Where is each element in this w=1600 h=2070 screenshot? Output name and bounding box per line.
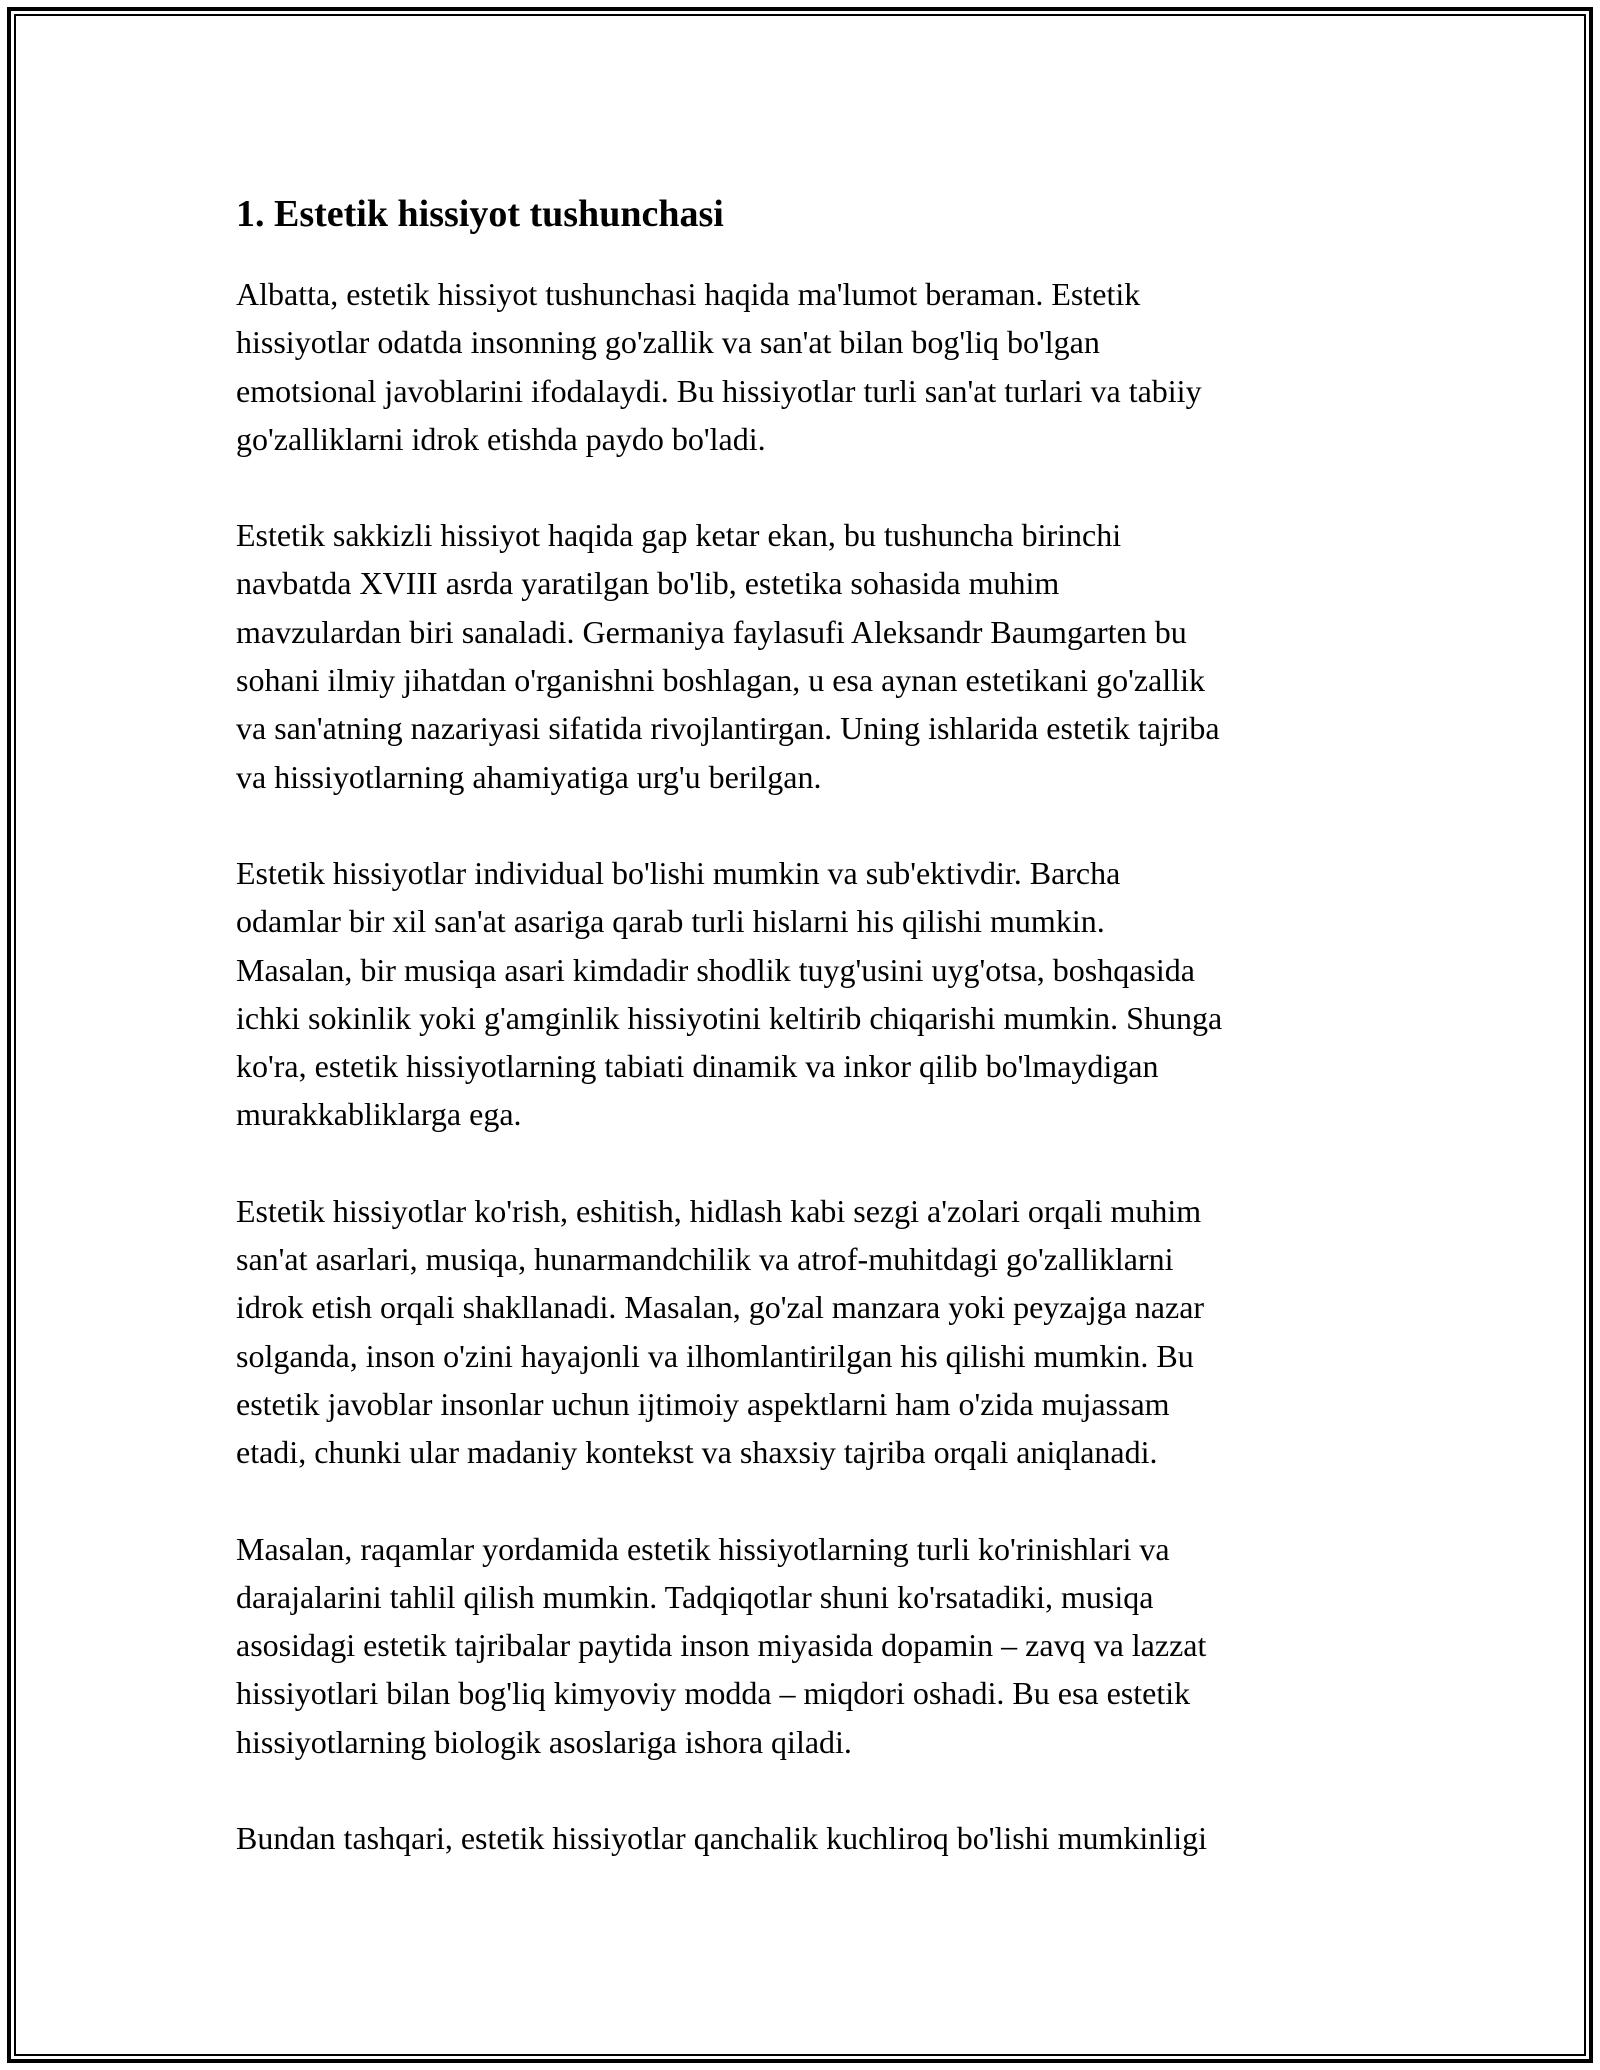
document-body: [236, 186, 1376, 1910]
paragraph-3: Estetik hissiyotlar individual bo'lishi mumkin va sub'ektivdir. Barcha odamlar bir xil san'at asariga qarab turli hislarni his qilishi mumkin. Masalan, bir musiqa asari kimdadir shodlik tuyg'usini uyg'otsa, boshqasida ichki sokinlik yoki g'amginlik hissiyotini keltirib chiqarishi mumkin. Shunga ko'ra, estetik hissiyotlarning tabiati dinamik va inkor qilib bo'lmaydigan murakkabliklarga ega.: [236, 854, 1223, 1133]
paragraph-5: Masalan, raqamlar yordamida estetik hissiyotlarning turli ko'rinishlari va darajalarini tahlil qilish mumkin. Tadqiqotlar shuni ko'rsatadiki, musiqa asosidagi estetik tajribalar paytida inson miyasida dopamin – zavq va lazzat hissiyotlari bilan bog'liq kimyoviy modda – miqdori oshadi. Bu esa estetik hissiyotlarning biologik asoslariga ishora qiladi.: [236, 1530, 1207, 1760]
section-heading: 1. Estetik hissiyot tushunchasi: [236, 193, 724, 235]
paragraph-2: Estetik sakkizli hissiyot haqida gap ketar ekan, bu tushuncha birinchi navbatda XVIII asrda yaratilgan bo'lib, estetika sohasida muhim mavzulardan biri sanaladi. Germaniya faylasufi Aleksandr Baumgarten bu sohani ilmiy jihatdan o'rganishni boshlagan, u esa aynan estetikani go'zallik va san'atning nazariyasi sifatida rivojlantirgan. Uning ishlarida estetik tajriba va hissiyotlarning ahamiyatiga urg'u berilgan.: [236, 517, 1220, 795]
paragraph-4: Estetik hissiyotlar ko'rish, eshitish, hidlash kabi sezgi a'zolari orqali muhim san'at asarlari, musiqa, hunarmandchilik va atrof-muhitdagi go'zalliklarni idrok etish orqali shakllanadi. Masalan, go'zal manzara yoki peyzajga nazar solganda, inson o'zini hayajonli va ilhomlantirilgan his qilishi mumkin. Bu estetik javoblar insonlar uchun ijtimoiy aspektlarni ham o'zida mujassam etadi, chunki ular madaniy kontekst va shaxsiy tajriba orqali aniqlanadi.: [236, 1192, 1205, 1471]
paragraph-6: Bundan tashqari, estetik hissiyotlar qanchalik kuchliroq bo'lishi mumkinligi: [236, 1820, 1207, 1857]
paragraph-1: Albatta, estetik hissiyot tushunchasi haqida ma'lumot beraman. Estetik hissiyotlar odatda insonning go'zallik va san'at bilan bog'liq bo'lgan emotsional javoblarini ifodalaydi. Bu hissiyotlar turli san'at turlari va tabiiy go'zalliklarni idrok etishda paydo bo'ladi.: [236, 276, 1202, 457]
